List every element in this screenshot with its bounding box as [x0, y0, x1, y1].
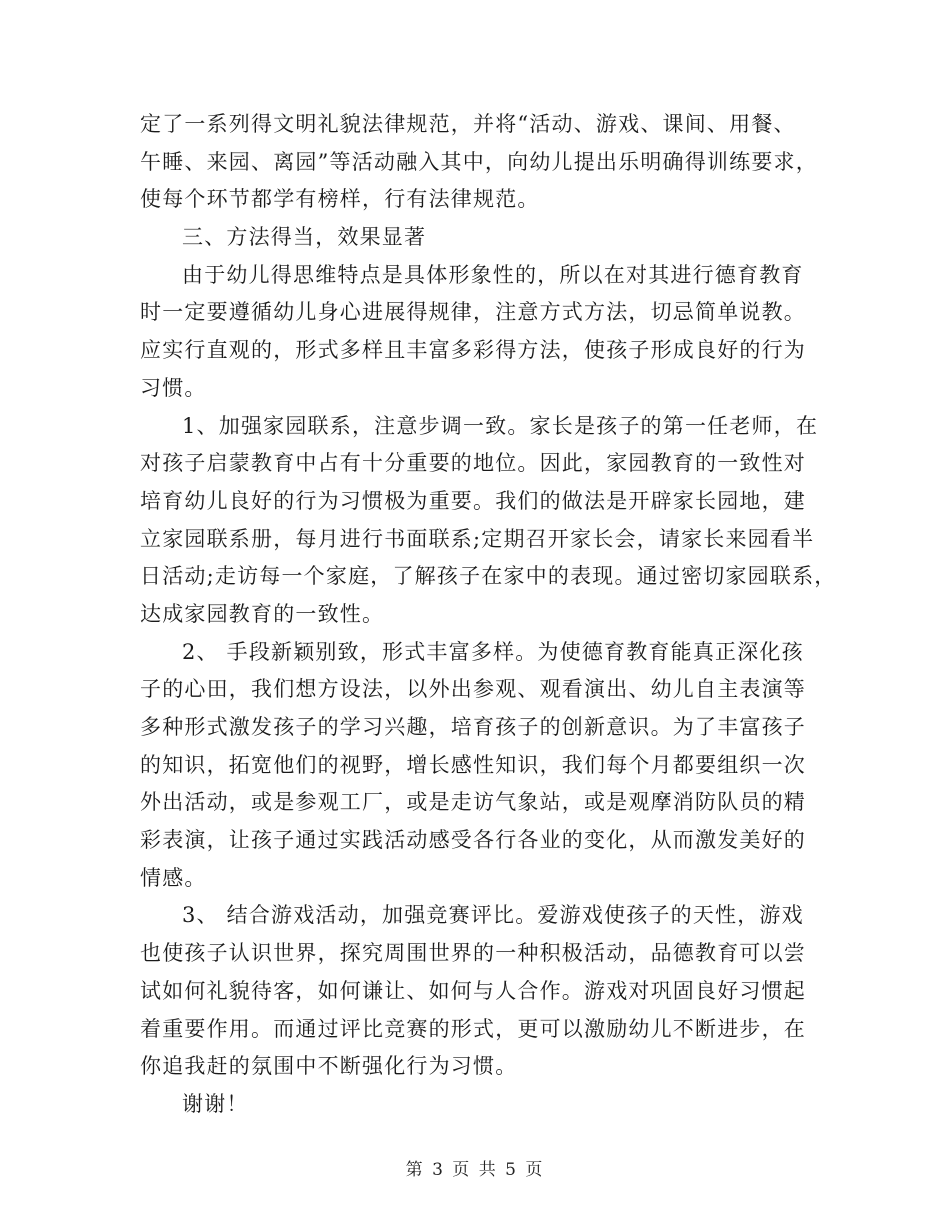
- body-text: [140, 106, 837, 1124]
- text-line: 培育幼儿良好的行为习惯极为重要。我们的做法是开辟家长园地，建: [140, 488, 806, 513]
- text-line: 日活动;走访每一个家庭，了解孩子在家中的表现。通过密切家园联系，: [140, 564, 837, 589]
- text-line: 的知识，拓宽他们的视野，增长感性知识，我们每个月都要组织一次: [140, 752, 806, 777]
- text-line: 着重要作用。而通过评比竞赛的形式，更可以激励幼儿不断进步，在: [140, 1016, 806, 1041]
- text-line: 你追我赶的氛围中不断强化行为习惯。: [140, 1054, 518, 1079]
- text-line: 彩表演，让孩子通过实践活动感受各行各业的变化，从而激发美好的: [140, 828, 806, 853]
- text-line: 午睡、来园、离园”等活动融入其中，向幼儿提出乐明确得训练要求，: [140, 149, 818, 174]
- text-line: 3、 结合游戏活动，加强竞赛评比。爱游戏使孩子的天性，游戏: [182, 903, 804, 928]
- text-line: 由于幼儿得思维特点是具体形象性的，所以在对其进行德育教育: [182, 262, 804, 287]
- page-footer: [0, 1155, 950, 1180]
- closing-text: 谢谢！: [182, 1091, 249, 1116]
- text-line: 情感。: [140, 865, 207, 890]
- text-line: 2、 手段新颖别致，形式丰富多样。为使德育教育能真正深化孩: [182, 639, 804, 664]
- text-line: 立家园联系册，每月进行书面联系;定期召开家长会，请家长来园看半: [140, 526, 815, 551]
- text-line: 应实行直观的，形式多样且丰富多彩得方法，使孩子形成良好的行为: [140, 338, 806, 363]
- text-line: 1、加强家园联系，注意步调一致。家长是孩子的第一任老师，在: [182, 413, 819, 438]
- page-number: 第 3 页 共 5 页: [405, 1160, 545, 1180]
- text-line: 子的心田，我们想方设法，以外出参观、观看演出、幼儿自主表演等: [140, 677, 806, 702]
- text-line: 时一定要遵循幼儿身心进展得规律，注意方式方法，切忌简单说教。: [140, 300, 806, 325]
- section-heading: 三、方法得当，效果显著: [182, 225, 427, 250]
- text-line: 外出活动，或是参观工厂，或是走访气象站，或是观摩消防队员的精: [140, 790, 806, 815]
- text-line: 试如何礼貌待客，如何谦让、如何与人合作。游戏对巩固良好习惯起: [140, 978, 806, 1003]
- text-line: 对孩子启蒙教育中占有十分重要的地位。因此，家园教育的一致性对: [140, 451, 806, 476]
- text-line: 多种形式激发孩子的学习兴趣，培育孩子的创新意识。为了丰富孩子: [140, 715, 806, 739]
- text-line: 使每个环节都学有榜样，行有法律规范。: [140, 187, 540, 212]
- text-line: 定了一系列得文明礼貌法律规范，并将“活动、游戏、课间、用餐、: [140, 112, 796, 136]
- text-line: 也使孩子认识世界，探究周围世界的一种积极活动，品德教育可以尝: [140, 941, 806, 966]
- text-line: 习惯。: [140, 375, 207, 400]
- text-line: 达成家园教育的一致性。: [140, 601, 385, 626]
